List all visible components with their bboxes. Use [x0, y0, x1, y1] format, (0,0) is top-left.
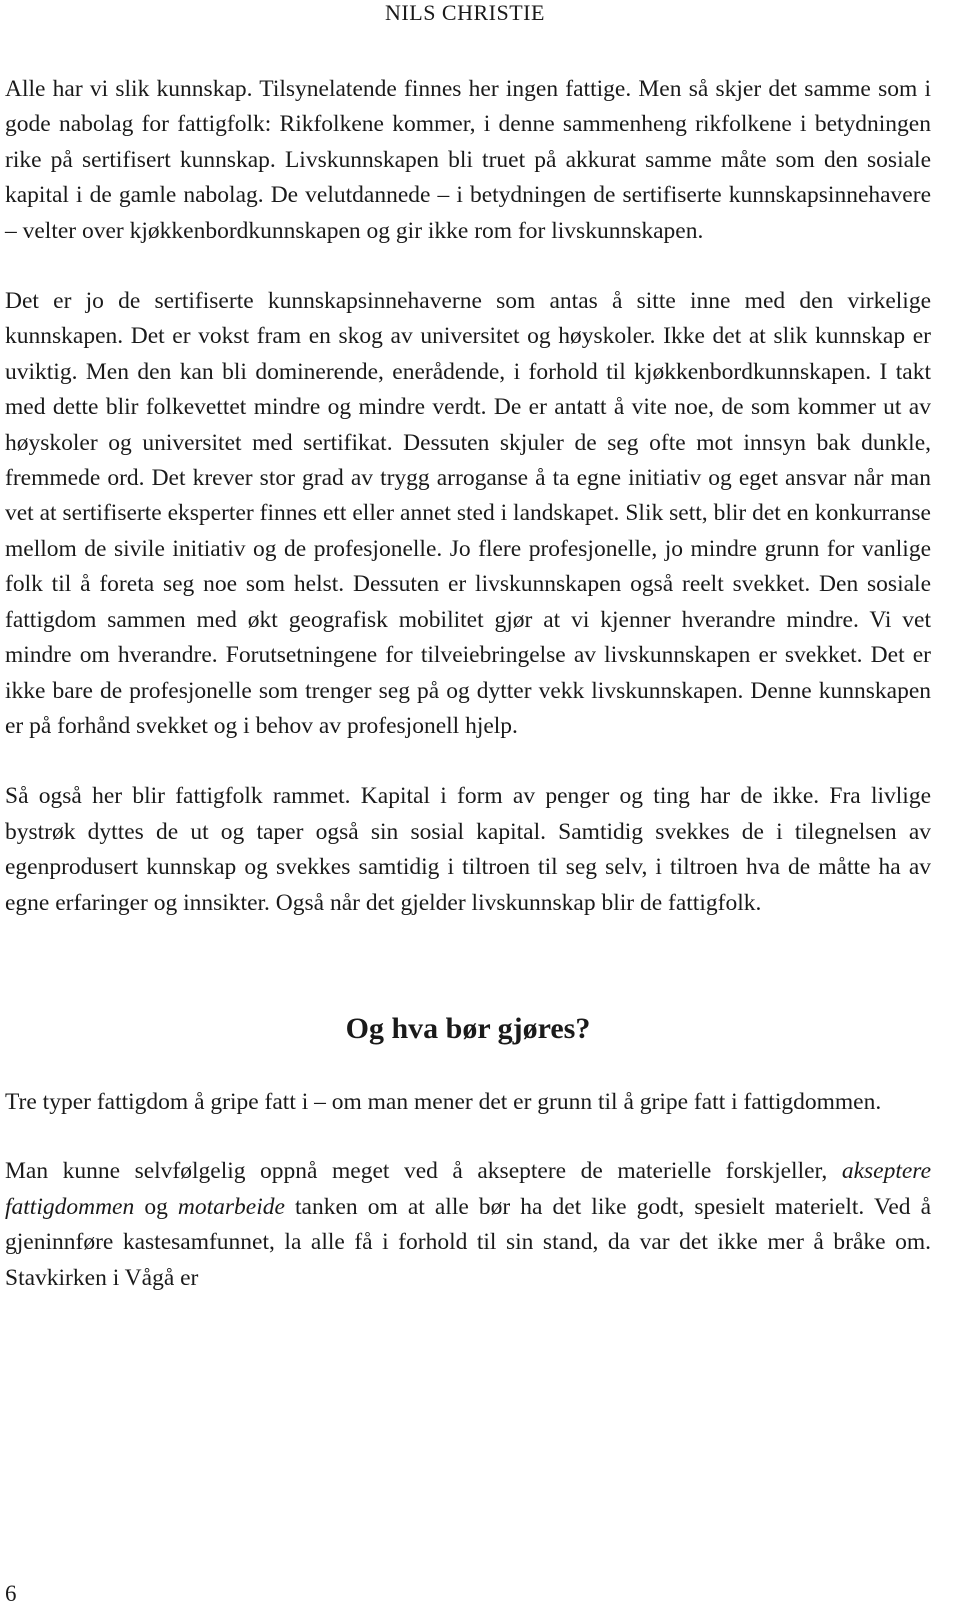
- paragraph-5-emphasis-2: motarbeide: [177, 1193, 285, 1220]
- paragraph-2: Det er jo de sertifiserte kunnskapsinnehaverne som antas å sitte inne med den virkelige kunnskapen. Det er vokst fram en skog av universitet og høyskoler. Ikke det at slik kunnskap er uviktig. Men den kan bli dominerende, enerådende, i forhold til kjøkkenbordkunnskapen. I takt med dette blir folkevettet mindre og mindre verdt. De er antatt å vite noe, de som kommer ut av høyskoler og universitet med sertifikat. Dessuten skjuler de seg ofte mot innsyn bak dunkle, fremmede ord. Det krever stor grad av trygg arroganse å ta egne initiativ og eget ansvar når man vet at sertifiserte eksperter finnes ett eller annet sted i landskapet. Slik sett, blir det en konkurranse mellom de sivile initiativ og de profesjonelle. Jo flere profesjonelle, jo mindre grunn for vanlige folk til å foreta seg noe som helst. Dessuten er livskunnskapen også reelt svekket. Den sosiale fattigdom sammen med økt geografisk mobilitet gjør at vi kjenner hverandre mindre. Vi vet mindre om hverandre. Forutsetningene for tilveiebringelse av livskunnskapen er svekket. Det er ikke bare de profesjonelle som trenger seg på og dytter vekk livskunnskapen. Denne kunnskapen er på forhånd svekket og i behov av profesjonell hjelp.: [5, 288, 931, 739]
- paragraph-1: Alle har vi slik kunnskap. Tilsynelatende finnes her ingen fattige. Men så skjer det samme som i gode nabolag for fattigfolk: Rikfolkene kommer, i denne sammenheng rikfolkene i betydningen rike på sertifisert kunnskap. Livskunnskapen bli truet på akkurat samme måte som den sosiale kapital i de gamle nabolag. De velutdannede – i betydningen de sertifiserte kunnskapsinnehavere – velter over kjøkkenbordkunnskapen og gir ikke rom for livskunnskapen.: [5, 76, 931, 244]
- paragraph-3: Så også her blir fattigfolk rammet. Kapital i form av penger og ting har de ikke. Fra livlige bystrøk dyttes de ut og taper også sin sosial kapital. Samtidig svekkes de i tilegnelsen av egenprodusert kunnskap og svekkes samtidig i tiltroen til seg selv, i tiltroen hva de måtte ha av egne erfaringer og innsikter. Også når det gjelder livskunnskap blir de fattigfolk.: [5, 783, 931, 916]
- paragraph-5-start: Man kunne selvfølgelig oppnå meget ved å akseptere de materielle forskjeller,: [5, 1158, 842, 1185]
- body-text: [5, 72, 931, 1296]
- paragraph-5-emphasis-1: akseptere fattigdommen: [5, 1158, 931, 1220]
- paragraph-4: Tre typer fattigdom å gripe fatt i – om man mener det er grunn til å gripe fatt i fattigdommen.: [5, 1088, 882, 1115]
- paragraph-5: [5, 1154, 931, 1296]
- section-heading: Og hva bør gjøres?: [345, 1011, 591, 1045]
- paragraph-5-end: tanken om at alle bør ha det like godt, spesielt materielt. Ved å gjeninnføre kastesamfunnet, la alle få i forhold til sin stand, da var det ikke mer å bråke om. Stavkirken i Vågå er: [5, 1193, 931, 1291]
- paragraph-5-middle: og: [134, 1193, 178, 1220]
- running-head: NILS CHRISTIE: [385, 0, 545, 25]
- page-number: 6: [5, 1581, 17, 1606]
